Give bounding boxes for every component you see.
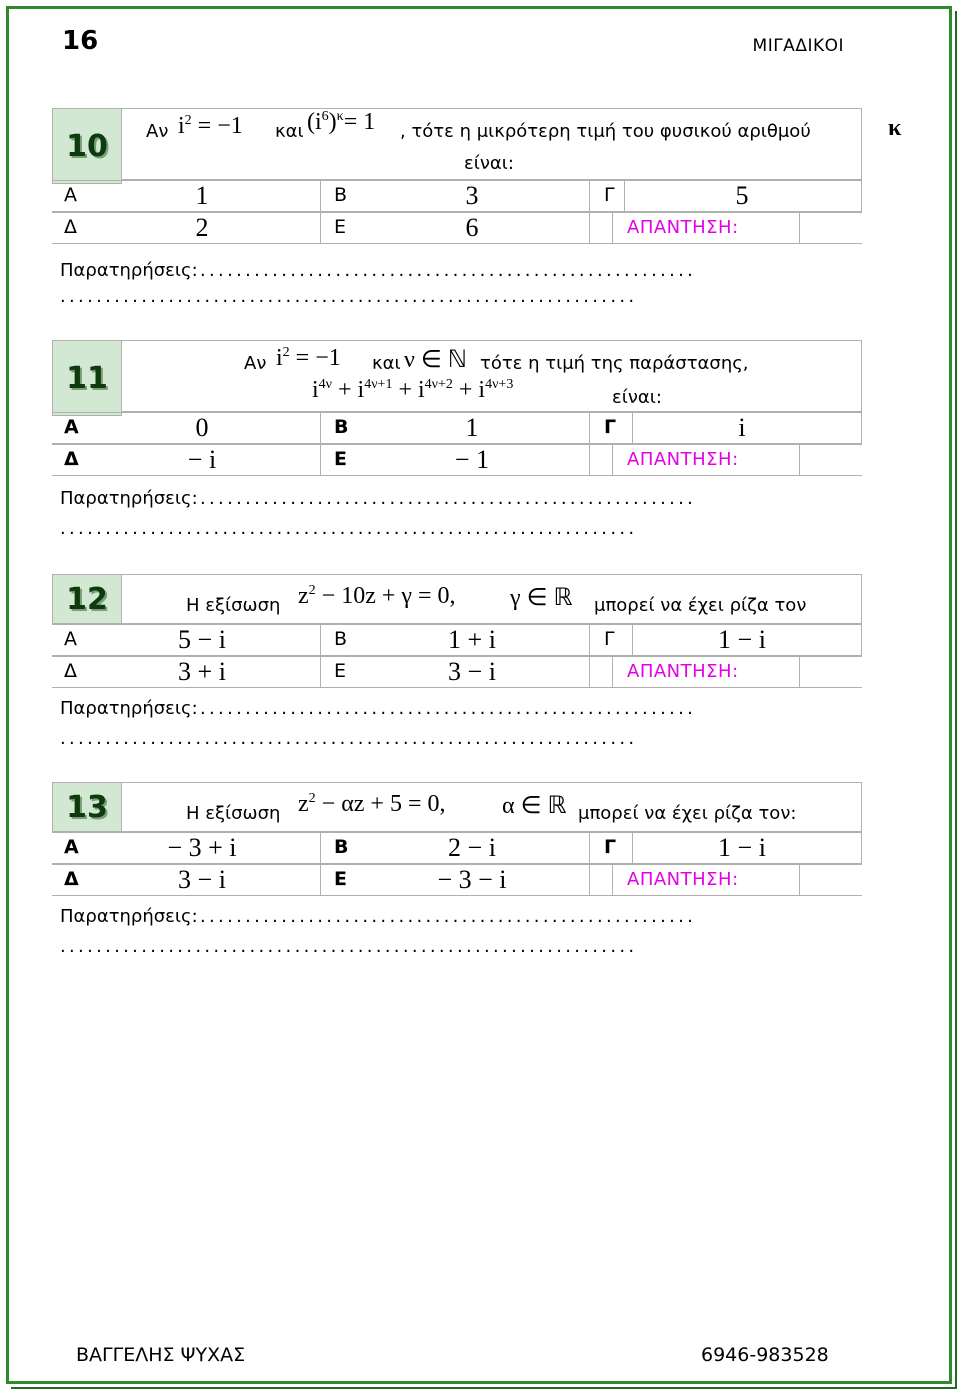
options-row-1: Α 0 Β 1 Γ i [52, 412, 862, 444]
options-row-1: Α 5 − i Β 1 + i Γ 1 − i [52, 624, 862, 656]
notes-dots: ................................................................ [60, 728, 638, 749]
option-g[interactable]: 5 [735, 181, 749, 210]
question-number: 12 [52, 574, 122, 624]
question-text: Η εξίσωση $z^2 - 10z + \gamma = 0$, γ ∈ ℝ μπορεί να έχει ρίζα τον [122, 574, 862, 624]
formula: $i^2 = -1$ [276, 345, 341, 371]
option-e[interactable]: 3 − i [448, 657, 496, 686]
option-a[interactable]: − 3 + i [167, 833, 237, 862]
footer-author: ΒΑΓΓΕΛΗΣ ΨΥΧΑΣ [76, 1344, 246, 1366]
notes-label: Παρατηρήσεις: [60, 698, 198, 719]
question-number: 13 [52, 782, 122, 832]
running-title: ΜΙΓΑΔΙΚΟΙ [752, 36, 844, 56]
option-b[interactable]: 1 + i [448, 625, 496, 654]
question-12 [52, 574, 862, 688]
page-number: 16 [62, 26, 99, 56]
options-row-2: Δ 3 + i Ε 3 − i ΑΠΑΝΤΗΣΗ: [52, 656, 862, 688]
formula: $(i^6)^\kappa= 1$ [307, 109, 376, 135]
notes-dots: ....................................................... [200, 260, 697, 281]
option-b[interactable]: 1 [465, 413, 479, 442]
option-b[interactable]: 2 − i [448, 833, 496, 862]
options-row-2: Δ − i Ε − 1 ΑΠΑΝΤΗΣΗ: [52, 444, 862, 476]
option-a[interactable]: 0 [195, 413, 209, 442]
footer-phone: 6946-983528 [701, 1344, 829, 1366]
formula: α ∈ ℝ [502, 793, 567, 819]
answer-label: ΑΠΑΝΤΗΣΗ: [627, 449, 739, 470]
formula: $z^2 - \alpha z + 5 = 0$, [298, 791, 446, 817]
notes-dots: ....................................................... [200, 698, 697, 719]
notes-dots: ................................................................ [60, 936, 638, 957]
formula: $z^2 - 10z + \gamma = 0$, [298, 583, 456, 609]
option-d[interactable]: 3 + i [178, 657, 226, 686]
formula: ν ∈ ℕ [404, 347, 467, 373]
formula: γ ∈ ℝ [510, 585, 573, 611]
question-text: Η εξίσωση $z^2 - \alpha z + 5 = 0$, α ∈ ℝ μπορεί να έχει ρίζα τον: [122, 782, 862, 832]
options-row-1: Α 1 Β 3 Γ 5 [52, 180, 862, 212]
question-11 [52, 340, 862, 476]
option-g[interactable]: i [738, 413, 746, 442]
question-number: 10 [52, 108, 122, 184]
question-10 [52, 108, 902, 244]
option-e[interactable]: − 1 [454, 445, 490, 474]
notes-dots: ....................................................... [200, 488, 697, 509]
option-g[interactable]: 1 − i [718, 833, 766, 862]
notes-label: Παρατηρήσεις: [60, 488, 198, 509]
question-text: Αν $i^2 = -1$ και ν ∈ ℕ τότε η τιμή της παράστασης, $i^{4\nu} + i^{4\nu+1} + i^{4\nu+2} + i^{4\nu+3}$ είναι: [122, 340, 862, 412]
options-row-2: Δ 3 − i Ε − 3 − i ΑΠΑΝΤΗΣΗ: [52, 864, 862, 896]
notes-dots: ................................................................ [60, 286, 638, 307]
notes-dots: ................................................................ [60, 518, 638, 539]
option-e[interactable]: 6 [465, 213, 479, 242]
option-d[interactable]: − i [187, 445, 217, 474]
question-text: Αν $i^2 = -1$ και $(i^6)^\kappa= 1$ , τότε η μικρότερη τιμή του φυσικού αριθμού κ είναι: [122, 108, 862, 180]
notes-label: Παρατηρήσεις: [60, 906, 198, 927]
notes-dots: ....................................................... [200, 906, 697, 927]
answer-label: ΑΠΑΝΤΗΣΗ: [627, 869, 739, 890]
option-d[interactable]: 3 − i [178, 865, 226, 894]
question-number: 11 [52, 340, 122, 416]
options-row-2: Δ 2 Ε 6 ΑΠΑΝΤΗΣΗ: [52, 212, 862, 244]
answer-label: ΑΠΑΝΤΗΣΗ: [627, 217, 739, 238]
option-a[interactable]: 5 − i [178, 625, 226, 654]
question-13 [52, 782, 862, 896]
notes-label: Παρατηρήσεις: [60, 260, 198, 281]
option-b[interactable]: 3 [465, 181, 479, 210]
option-g[interactable]: 1 − i [718, 625, 766, 654]
answer-label: ΑΠΑΝΤΗΣΗ: [627, 661, 739, 682]
option-e[interactable]: − 3 − i [437, 865, 507, 894]
formula: $i^2 = -1$ [178, 113, 243, 139]
formula: $i^{4\nu} + i^{4\nu+1} + i^{4\nu+2} + i^{4\nu+3}$ [312, 377, 514, 403]
option-a[interactable]: 1 [195, 181, 209, 210]
option-d[interactable]: 2 [195, 213, 209, 242]
options-row-1: Α − 3 + i Β 2 − i Γ 1 − i [52, 832, 862, 864]
